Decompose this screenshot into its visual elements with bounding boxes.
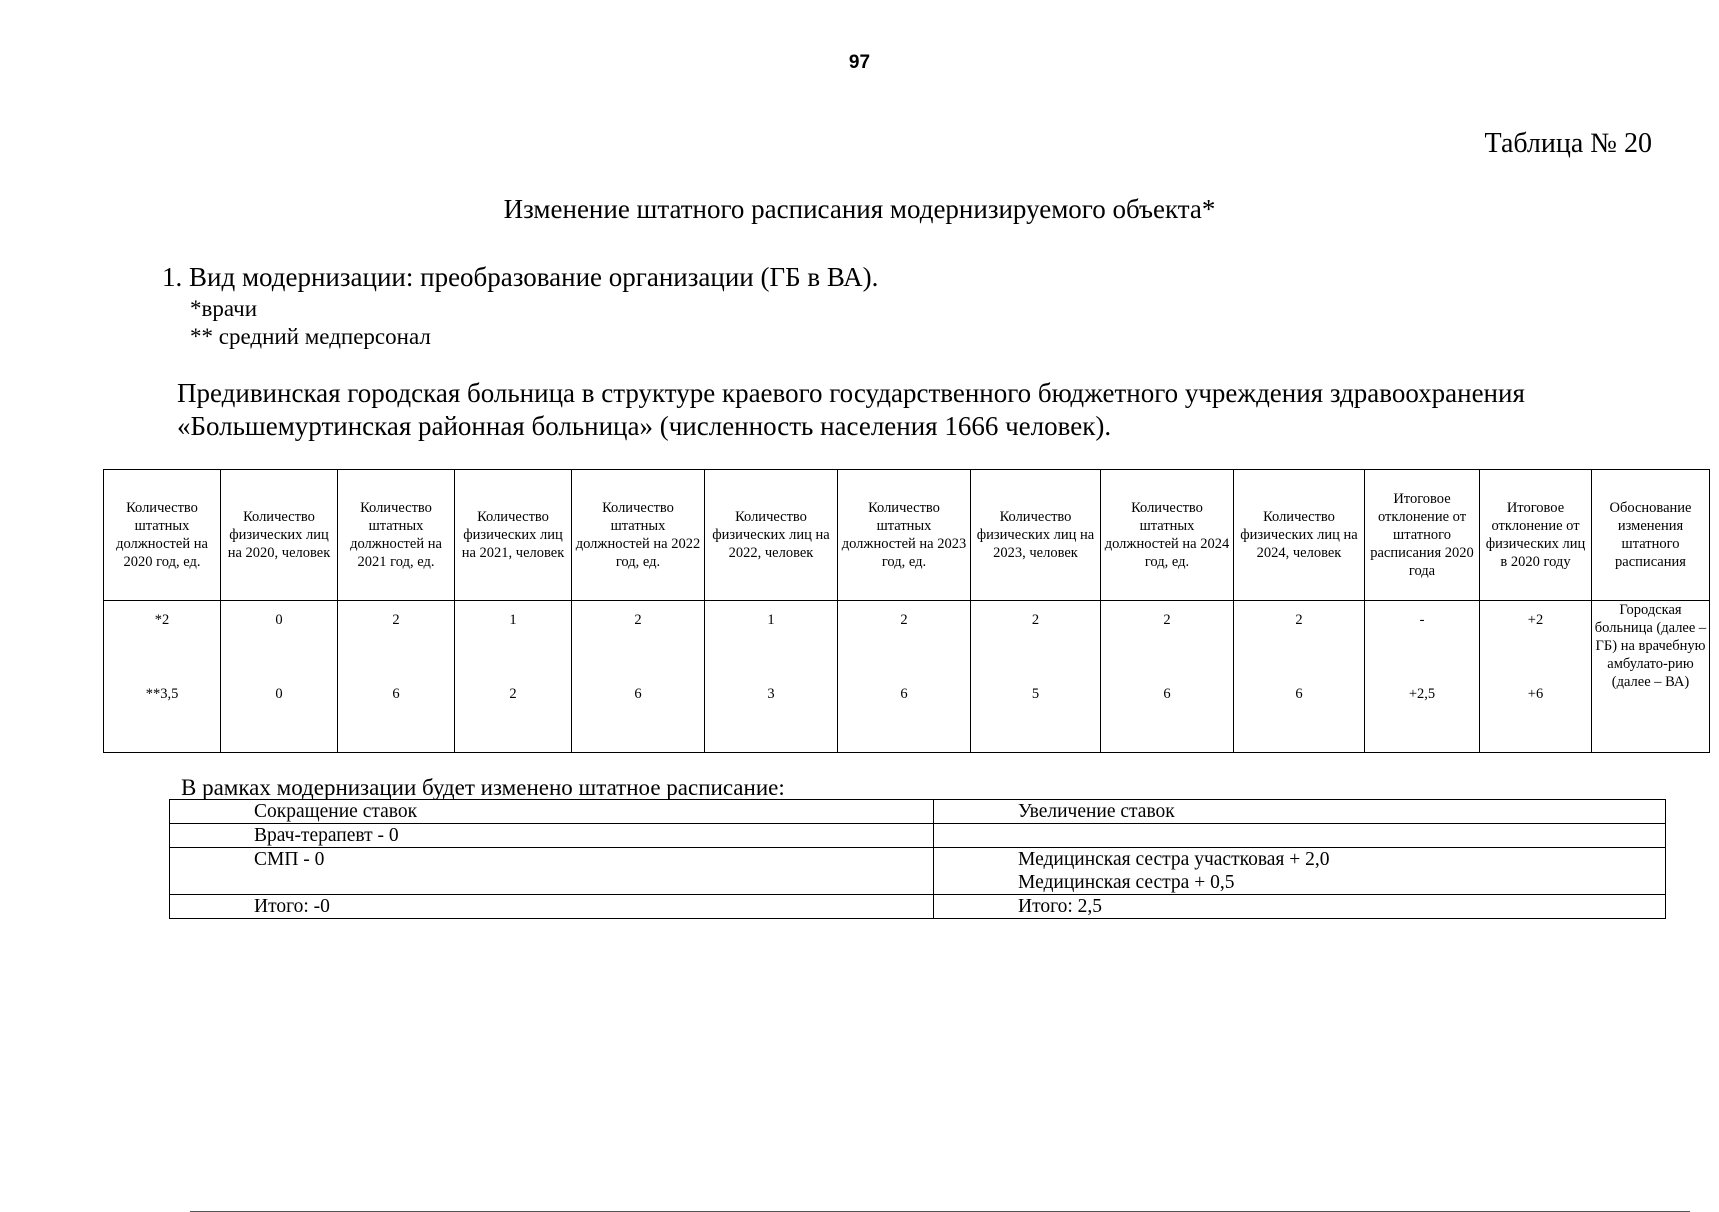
column-header: Количество штатных должностей на 2023 год, ед. xyxy=(838,470,971,601)
table-row xyxy=(170,895,1666,919)
table-cell xyxy=(705,601,838,753)
table-cell xyxy=(1480,601,1592,753)
column-header: Количество штатных должностей на 2022 год, ед. xyxy=(572,470,705,601)
table-cell xyxy=(221,601,338,753)
table-row xyxy=(104,601,1710,753)
nurses-value: 5 xyxy=(1031,686,1040,702)
table-cell xyxy=(838,601,971,753)
reduction-total: Итого: -0 xyxy=(170,895,934,919)
doctors-value: 1 xyxy=(509,612,517,628)
doctors-value: 2 xyxy=(900,612,908,628)
column-header: Количество физических лиц на 2020, человек xyxy=(221,470,338,601)
reduction-header: Сокращение ставок xyxy=(170,800,934,824)
hospital-description: Предивинская городская больница в структуре краевого государственного бюджетного учреждения здравоохранения «Большемуртинская районная больница» (численность населения 1666 человек). xyxy=(177,378,1525,441)
doctors-value: 2 xyxy=(1295,612,1303,628)
nurses-value: 3 xyxy=(767,686,775,702)
nurses-value: 6 xyxy=(634,686,642,702)
table-cell xyxy=(104,601,221,753)
increase-line: Медицинская сестра участковая + 2,0 xyxy=(1018,849,1330,870)
changes-table xyxy=(169,799,1666,919)
nurses-value: 6 xyxy=(1163,686,1171,702)
table-cell xyxy=(572,601,705,753)
column-header: Обоснование изменения штатного расписания xyxy=(1592,470,1710,601)
nurses-value: 0 xyxy=(275,686,283,702)
increase-item xyxy=(934,824,1666,848)
column-header: Количество физических лиц на 2024, человек xyxy=(1234,470,1365,601)
doctors-value: 2 xyxy=(1163,612,1171,628)
staff-table-header-row xyxy=(104,470,1710,601)
increase-total: Итого: 2,5 xyxy=(934,895,1666,919)
changes-intro: В рамках модернизации будет изменено штатное расписание: xyxy=(181,775,785,800)
doctors-value: 2 xyxy=(634,612,642,628)
table-cell xyxy=(1234,601,1365,753)
table-cell xyxy=(338,601,455,753)
nurses-value: 6 xyxy=(392,686,400,702)
document-title: Изменение штатного расписания модернизируемого объекта* xyxy=(503,194,1216,224)
doctors-value: - xyxy=(1419,612,1425,628)
table-cell xyxy=(1101,601,1234,753)
doctors-value: +2 xyxy=(1527,612,1544,628)
staff-table xyxy=(103,469,1710,753)
column-header: Количество физических лиц на 2022, человек xyxy=(705,470,838,601)
note-doctors: *врачи xyxy=(190,296,258,321)
column-header: Итоговое отклонение от физических лиц в 2020 году xyxy=(1480,470,1592,601)
nurses-value: 6 xyxy=(900,686,908,702)
increase-item xyxy=(934,848,1666,895)
nurses-value: +2,5 xyxy=(1408,686,1436,702)
table-row xyxy=(170,800,1666,824)
column-header: Количество физических лиц на 2021, человек xyxy=(455,470,572,601)
increase-line: Медицинская сестра + 0,5 xyxy=(1018,872,1235,893)
doctors-value: 2 xyxy=(1031,612,1040,628)
justification-cell: Городская больница (далее –ГБ) на врачебную амбулато-рию (далее – ВА) xyxy=(1592,601,1710,753)
note-nurses: ** средний медперсонал xyxy=(190,324,431,349)
nurses-value: **3,5 xyxy=(145,686,179,702)
reduction-item: СМП - 0 xyxy=(170,848,934,895)
column-header: Количество штатных должностей на 2024 год, ед. xyxy=(1101,470,1234,601)
table-cell xyxy=(1365,601,1480,753)
table-number: Таблица № 20 xyxy=(1484,128,1652,159)
nurses-value: +6 xyxy=(1527,686,1544,702)
increase-header: Увеличение ставок xyxy=(934,800,1666,824)
doctors-value: 1 xyxy=(767,612,775,628)
doctors-value: *2 xyxy=(154,612,170,628)
column-header: Количество штатных должностей на 2021 год, ед. xyxy=(338,470,455,601)
table-cell xyxy=(971,601,1101,753)
table-cell xyxy=(455,601,572,753)
reduction-item: Врач-терапевт - 0 xyxy=(170,824,934,848)
column-header: Количество штатных должностей на 2020 год, ед. xyxy=(104,470,221,601)
table-row xyxy=(170,824,1666,848)
nurses-value: 2 xyxy=(509,686,517,702)
column-header: Итоговое отклонение от штатного расписания 2020 года xyxy=(1365,470,1480,601)
nurses-value: 6 xyxy=(1295,686,1303,702)
page-number: 97 xyxy=(848,52,871,73)
doctors-value: 2 xyxy=(392,612,400,628)
table-row xyxy=(170,848,1666,895)
column-header: Количество физических лиц на 2023, человек xyxy=(971,470,1101,601)
doctors-value: 0 xyxy=(275,612,283,628)
modernization-type: 1. Вид модернизации: преобразование организации (ГБ в ВА). xyxy=(162,262,879,292)
